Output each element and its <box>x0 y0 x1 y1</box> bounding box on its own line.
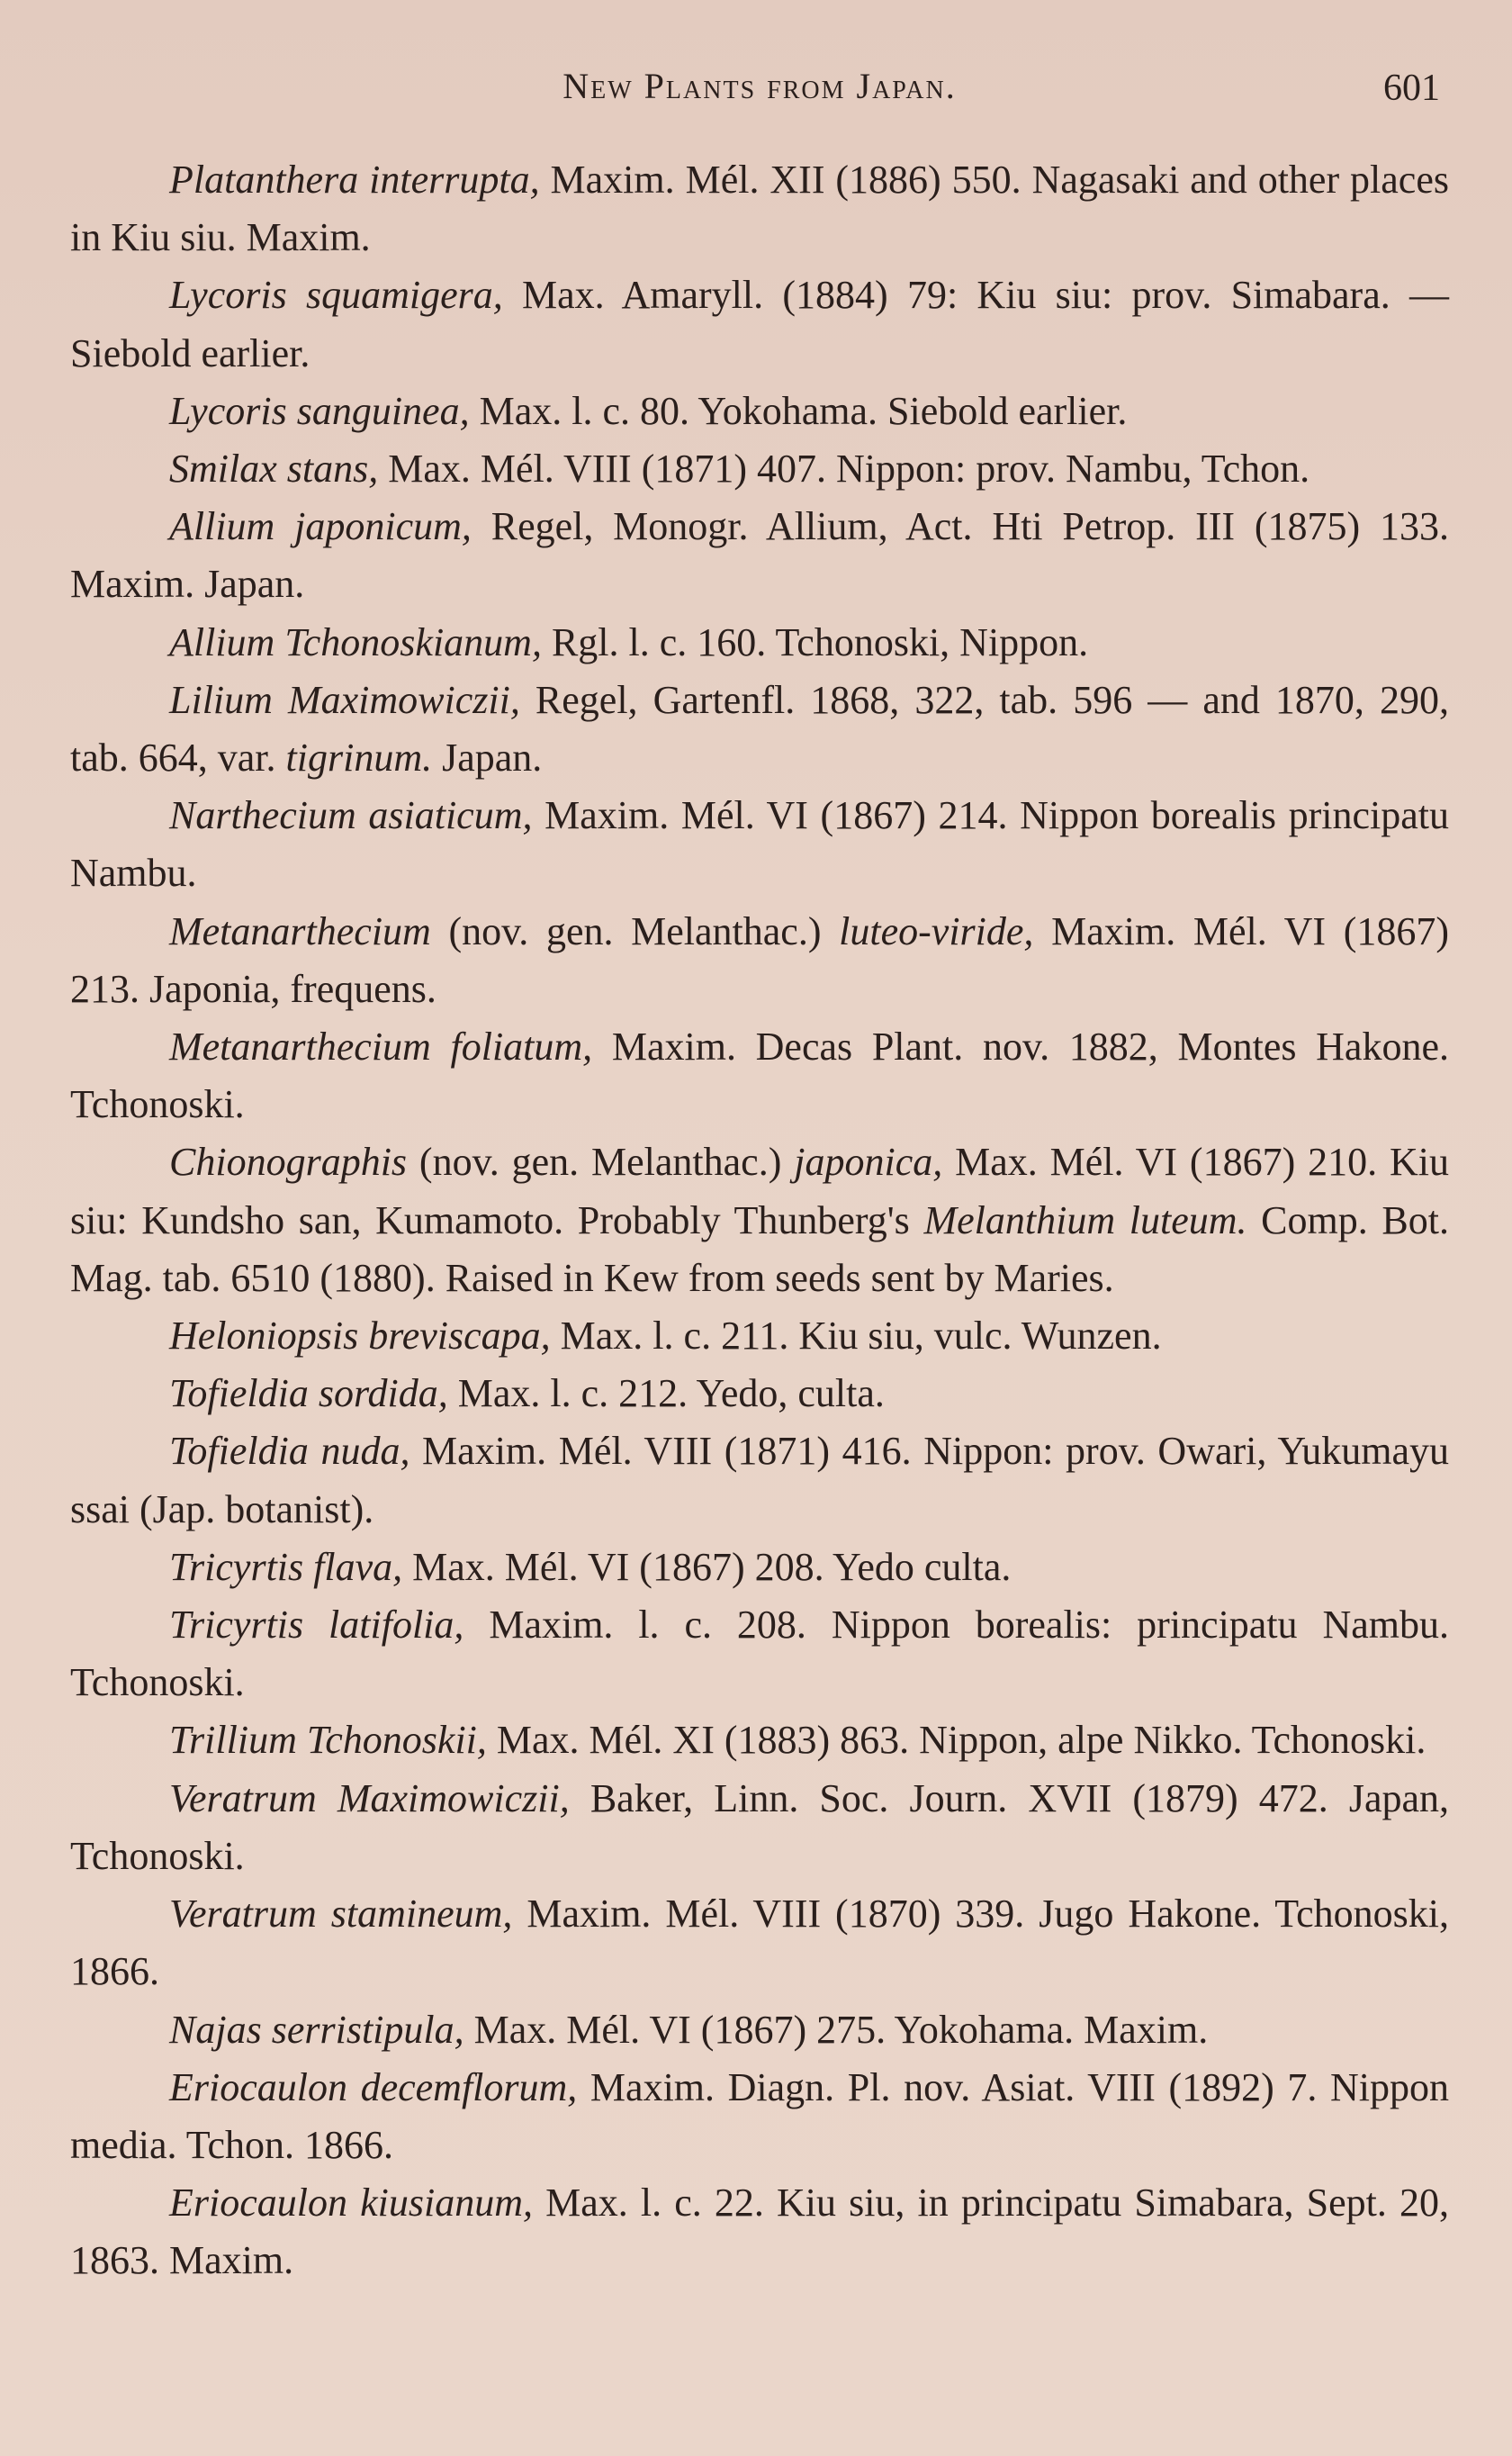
genus-name: Chionographis <box>169 1140 408 1185</box>
entry-text: Maxim. Diagn. Pl. nov. Asiat. VIII (1892) 7. Nippon media. Tchon. 1866. <box>70 2064 1449 2167</box>
species-name: Lycoris squamigera, <box>169 273 503 318</box>
species-name: Trillium Tchonoskii, <box>169 1718 487 1763</box>
entry <box>70 1365 1449 1422</box>
entry <box>70 498 1449 613</box>
page-number: 601 <box>1383 68 1440 109</box>
species-name: Allium Tchonoskianum, <box>169 619 542 664</box>
species-epithet: japonica, <box>794 1140 943 1185</box>
entry <box>70 2059 1449 2174</box>
entry <box>70 1018 1449 1133</box>
species-name: Tricyrtis flava, <box>169 1544 403 1589</box>
entry <box>70 787 1449 902</box>
species-name: Smilax stans, <box>169 447 379 492</box>
entry-text: Maxim. Mél. VIII (1870) 339. Jugo Hakone. Tchonoski, 1866. <box>70 1892 1449 1994</box>
entry-text: Regel, Gartenfl. 1868, 322, tab. 596 — and 1870, 290, tab. 664, var. <box>70 677 1449 781</box>
entry-text: Rgl. l. c. 160. Tchonoski, Nippon. <box>541 619 1089 664</box>
species-name: Heloniopsis breviscapa, <box>169 1314 551 1359</box>
entry <box>70 1596 1449 1711</box>
species-name: Metanarthecium foliatum, <box>169 1025 593 1070</box>
entry <box>70 1539 1449 1596</box>
entry-text: Max. l. c. 211. Kiu siu, vulc. Wunzen. <box>550 1314 1162 1359</box>
species-name: Tofieldia nuda, <box>169 1429 410 1474</box>
species-name: Lycoris sanguinea, <box>169 388 470 433</box>
entry-text: Max. Mél. VI (1867) 210. Kiu siu: Kundsho san, Kumamoto. Probably Thunberg's <box>70 1140 1449 1242</box>
species-name: Tofieldia sordida, <box>169 1371 448 1416</box>
entry <box>70 1307 1449 1365</box>
entry <box>70 672 1449 787</box>
running-title: New Plants from Japan. <box>562 66 957 106</box>
entry <box>70 1711 1449 1769</box>
species-name: Veratrum Maximowiczii, <box>169 1775 570 1820</box>
entry-text: (nov. gen. Melanthac.) <box>430 908 840 953</box>
entry-text: Maxim. Mél. VI (1867) 213. Japonia, frequens. <box>70 908 1450 1011</box>
entry-text: Max. Mél. XI (1883) 863. Nippon, alpe Nikko. Tchonoski. <box>486 1718 1426 1763</box>
species-name: Allium japonicum, <box>169 504 472 549</box>
entry-text: Max. l. c. 212. Yedo, culta. <box>447 1371 885 1416</box>
entry-text: Regel, Monogr. Allium, Act. Hti Petrop. III (1875) 133. Maxim. Japan. <box>70 504 1449 607</box>
species-name: Eriocaulon decemflorum, <box>169 2064 578 2109</box>
species-list <box>70 151 1449 2290</box>
species-name: Lilium Maximowiczii, <box>169 677 520 722</box>
entry-text: Max. Mél. VIII (1871) 407. Nippon: prov. Nambu, Tchon. <box>378 447 1310 492</box>
entry <box>70 1422 1449 1538</box>
entry-text: Max. Mél. VI (1867) 275. Yokohama. Maxim. <box>464 2007 1209 2052</box>
entry <box>70 266 1449 382</box>
species-name: Eriocaulon kiusianum, <box>169 2181 533 2226</box>
entry-text: (nov. gen. Melanthac.) <box>407 1140 795 1185</box>
running-head <box>70 65 1449 119</box>
species-name: Tricyrtis latifolia, <box>169 1603 464 1648</box>
synonym-name: Melanthium luteum. <box>923 1197 1247 1242</box>
entry <box>70 903 1449 1018</box>
species-name: Najas serristipula, <box>169 2007 464 2052</box>
entry <box>70 2174 1449 2289</box>
species-epithet: luteo-viride, <box>839 908 1034 953</box>
variety-name: tigrinum. <box>285 736 433 781</box>
entry-text: Maxim. Decas Plant. nov. 1882, Montes Hakone. Tchonoski. <box>70 1025 1449 1127</box>
entry-text: Maxim. Mél. XII (1886) 550. Nagasaki and other places in Kiu siu. Maxim. <box>70 158 1449 260</box>
species-name: Platanthera interrupta, <box>169 158 540 202</box>
entry-text: Maxim. l. c. 208. Nippon borealis: principatu Nambu. Tchonoski. <box>70 1603 1449 1705</box>
entry <box>70 1133 1449 1307</box>
entry-text: Max. l. c. 22. Kiu siu, in principatu Simabara, Sept. 20, 1863. Maxim. <box>70 2181 1450 2283</box>
entry-text: Baker, Linn. Soc. Journ. XVII (1879) 472. Japan, Tchonoski. <box>70 1775 1449 1878</box>
genus-name: Metanarthecium <box>169 908 431 953</box>
entry <box>70 383 1449 440</box>
entry <box>70 1770 1449 1885</box>
species-name: Narthecium asiaticum, <box>169 793 533 838</box>
entry-text: Max. Amaryll. (1884) 79: Kiu siu: prov. Simabara. — Siebold earlier. <box>70 273 1449 375</box>
species-name: Veratrum stamineum, <box>169 1892 513 1937</box>
entry-text: Maxim. Mél. VI (1867) 214. Nippon borealis principatu Nambu. <box>70 793 1449 896</box>
entry-text: Max. Mél. VI (1867) 208. Yedo culta. <box>402 1544 1012 1589</box>
entry-text: Japan. <box>432 736 543 781</box>
entry <box>70 2001 1449 2059</box>
entry <box>70 151 1449 266</box>
entry <box>70 1885 1449 2000</box>
entry <box>70 440 1449 498</box>
entry <box>70 614 1449 672</box>
entry-text: Comp. Bot. Mag. tab. 6510 (1880). Raised in Kew from seeds sent by Maries. <box>70 1197 1449 1300</box>
entry-text: Maxim. Mél. VIII (1871) 416. Nippon: prov. Owari, Yukumayu ssai (Jap. botanist). <box>70 1429 1449 1531</box>
entry-text: Max. l. c. 80. Yokohama. Siebold earlier. <box>469 388 1128 433</box>
